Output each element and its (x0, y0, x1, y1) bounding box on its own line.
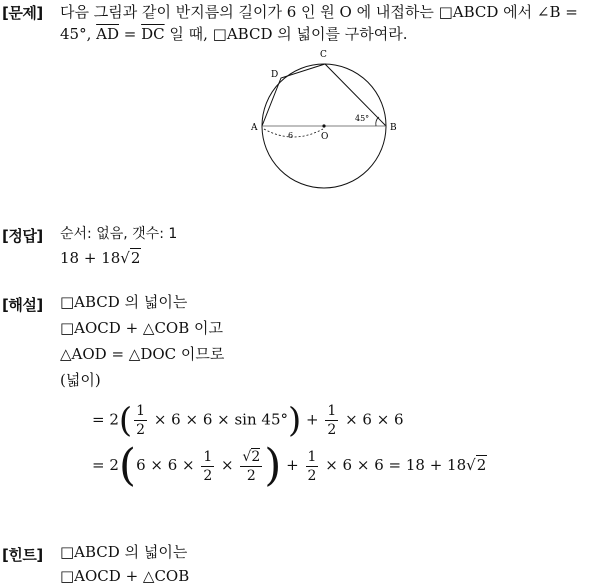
equation-line1: = 2( $\frac{1}{2}$ × 6 × 6 × sin 45°) + $\frac{1}{2}$ × 6 × 6 (92, 400, 404, 441)
hint-line1: □ABCD 의 넓이는 (60, 543, 188, 561)
label-a: A (251, 123, 258, 133)
answer-tag: [정답] (2, 227, 43, 245)
solution-line1: □ABCD 의 넓이는 (60, 293, 188, 311)
label-b: B (390, 123, 397, 133)
label-45: 45° (355, 114, 370, 123)
hint-tag: [힌트] (2, 546, 43, 564)
label-c: C (320, 50, 327, 60)
segment-ad: $\overline{AD}$ (96, 25, 119, 43)
answer-meta: 순서: 없음, 갯수: 1 (60, 226, 178, 242)
circle-figure (245, 45, 405, 190)
segment-dc: $\overline{DC}$ (141, 25, 165, 43)
label-6: 6 (288, 131, 294, 140)
problem-text-line2: 45°, $\overline{AD} = \overline{DC}$ 일 때, □ABCD 의 넓이를 구하여라. (60, 25, 408, 43)
radius-brace (264, 129, 323, 137)
solution-line4: (넓이) (60, 371, 101, 389)
answer-value: 18 + 18√2 (60, 249, 141, 267)
label-d: D (271, 70, 279, 80)
solution-line3: △AOD = △DOC 이므로 (60, 345, 225, 363)
hint-line2: □AOCD + △COB (60, 567, 190, 585)
label-o: O (321, 132, 329, 142)
center-dot (322, 124, 325, 127)
problem-text-line1: 다음 그림과 같이 반지름의 길이가 6 인 원 O 에 내접하는 □ABCD 에서 ∠B = (60, 3, 578, 21)
solution-tag: [해설] (2, 296, 43, 314)
problem-tag: [문제] (2, 4, 43, 22)
solution-line2: □AOCD + △COB 이고 (60, 319, 223, 337)
equation-line2: = 2(6 × 6 × $\frac{1}{2}$ × $\frac{√2}{2}$ ) + $\frac{1}{2}$ × 6 × 6 = 18 + 18√2 (92, 440, 487, 491)
